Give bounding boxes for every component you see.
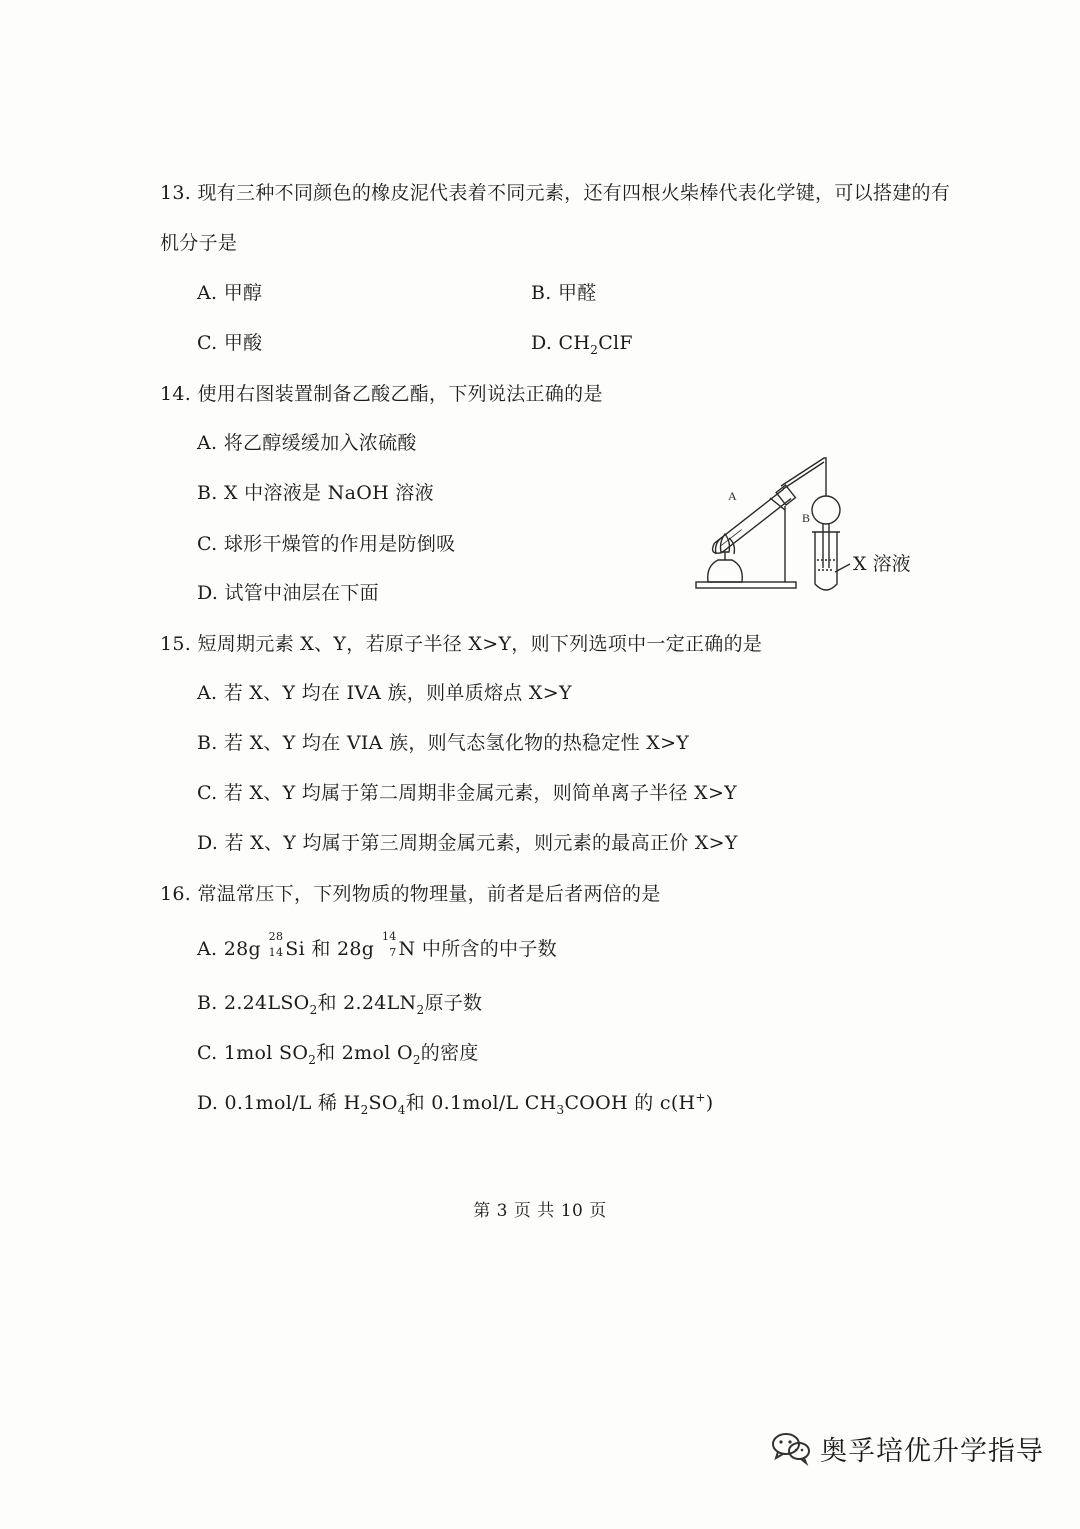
q15-option-b: B. 若 X、Y 均在 VIA 族，则气态氢化物的热稳定性 X>Y	[197, 732, 690, 754]
q14-stem: 14. 使用右图装置制备乙酸乙酯，下列说法正确的是	[160, 383, 603, 405]
receiving-tube	[815, 532, 837, 590]
q15-stem: 15. 短周期元素 X、Y，若原子半径 X>Y，则下列选项中一定正确的是	[160, 633, 763, 655]
q16-option-d: D. 0.1mol/L 稀 $H_2SO_4$和 0.1mol/L $CH_3COOH$ 的 c(H+)	[197, 1090, 714, 1117]
q13-option-c: C. 甲酸	[197, 332, 263, 354]
q13-option-b: B. 甲醛	[531, 282, 597, 304]
q15-option-a: A. 若 X、Y 均在 IVA 族，则单质熔点 X>Y	[197, 682, 572, 704]
q13-option-d: D. $CH_2ClF$	[531, 332, 633, 357]
page-number: 第 3 页 共 10 页	[473, 1201, 607, 1221]
q13-stem-line1: 13. 现有三种不同颜色的橡皮泥代表着不同元素，还有四根火柴棒代表化学键，可以搭建的有	[160, 182, 951, 204]
q15-option-d: D. 若 X、Y 均属于第三周期金属元素，则元素的最高正价 X>Y	[197, 832, 738, 854]
wechat-icon	[770, 1430, 812, 1466]
alcohol-lamp	[708, 560, 743, 582]
label-a: A	[728, 489, 737, 503]
label-x-solution: X 溶液	[853, 553, 911, 575]
watermark-text: 奥孚培优升学指导	[820, 1435, 1044, 1467]
stand-base	[696, 582, 796, 588]
q16-option-b: B. $2.24LSO_2$和 $2.24LN_2$原子数	[197, 992, 483, 1017]
q16-stem: 16. 常温常压下，下列物质的物理量，前者是后者两倍的是	[160, 883, 661, 905]
q15-option-c: C. 若 X、Y 均属于第二周期非金属元素，则简单离子半径 X>Y	[197, 782, 738, 804]
q14-option-d: D. 试管中油层在下面	[197, 582, 379, 604]
q16-option-c: C. 1mol $SO_2$和 2mol $O_2$的密度	[197, 1042, 479, 1067]
q14-option-b: B. X 中溶液是 NaOH 溶液	[197, 482, 434, 504]
wechat-watermark	[770, 1424, 1060, 1472]
test-tube-a	[708, 485, 795, 558]
q14-option-a: A. 将乙醇缓缓加入浓硫酸	[197, 432, 417, 454]
label-b: B	[802, 511, 811, 525]
q13-option-a: A. 甲醇	[197, 282, 263, 304]
drying-tube-bulb	[812, 496, 840, 524]
nuclide-si: 28 14	[268, 930, 284, 959]
q14-option-c: C. 球形干燥管的作用是防倒吸	[197, 533, 456, 555]
q13-stem-line2: 机分子是	[160, 232, 238, 254]
nuclide-n: 14 7	[381, 930, 397, 959]
q16-option-a: A. 28g 28 14 Si 和 28g 14 7 N 中所含的中子数	[197, 930, 557, 960]
